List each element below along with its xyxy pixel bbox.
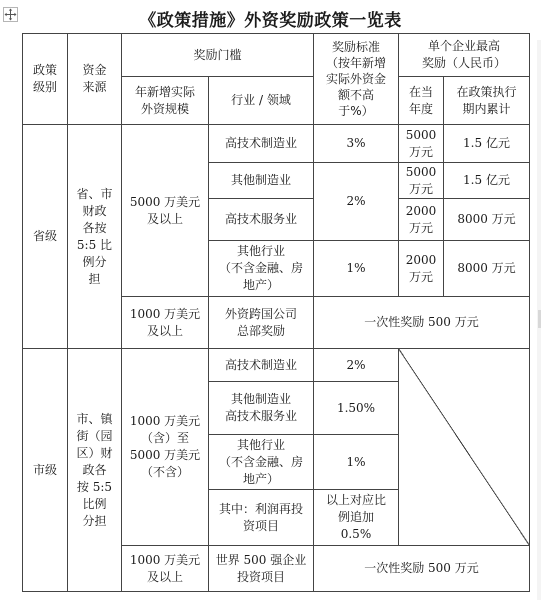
rate-value: 2% [346, 357, 366, 372]
cumulative-cap: 1.5 亿元 [463, 173, 510, 187]
hq-scale: 1000 万美元 及以上 [129, 306, 201, 338]
table-row: 高技术服务业 [224, 212, 297, 226]
table-row: 其中：利润再投 资项目 [218, 501, 303, 533]
year-cap: 5000 万元 [405, 164, 437, 196]
year-cap: 2000 万元 [405, 252, 437, 284]
table-row: 其他制造业 [230, 173, 291, 187]
fortune-reward: 一次性奖励 500 万元 [364, 561, 479, 575]
year-cap: 2000 万元 [405, 203, 437, 235]
hq-reward: 一次性奖励 500 万元 [364, 315, 479, 329]
table-row: 其他制造业 高技术服务业 [224, 392, 297, 423]
rate-value: 以上对应比 例追加 0.5% [325, 493, 386, 541]
header-industry: 行业 / 领域 [231, 93, 291, 107]
rate-value: 1% [346, 261, 366, 275]
provincial-funding-source: 省、市 财政 各按 5:5 比 例分 担 [76, 186, 113, 286]
header-policy-level: 政策 级别 [32, 63, 57, 94]
page-title: 《政策措施》外资奖励政策一览表 [139, 11, 402, 31]
rate-value: 3% [346, 136, 366, 150]
table-row: 高技术制造业 [224, 357, 297, 372]
municipal-level: 市级 [32, 462, 57, 477]
cumulative-cap: 8000 万元 [457, 212, 516, 226]
municipal-scale: 1000 万美元 （含）至 5000 万美元 （不含） [129, 414, 201, 479]
cumulative-cap: 1.5 亿元 [463, 136, 510, 150]
header-current-year: 在当 年度 [408, 84, 433, 116]
cumulative-cap: 8000 万元 [457, 261, 516, 275]
table-row: 高技术制造业 [224, 136, 297, 150]
table-row: 其他行业 （不含金融、房 地产） [218, 437, 303, 486]
header-reward-threshold: 奖励门槛 [193, 47, 242, 62]
fortune-industry: 世界 500 强企业 投资项目 [215, 552, 307, 584]
provincial-scale: 5000 万美元 及以上 [129, 194, 201, 226]
rate-value: 1% [346, 454, 366, 469]
year-cap: 5000 万元 [405, 127, 437, 159]
table-row: 其他行业 （不含金融、房 地产） [218, 244, 303, 292]
header-cumulative: 在政策执行 期内累计 [456, 84, 517, 116]
rate-value: 2% [346, 194, 366, 208]
fortune-scale: 1000 万美元 及以上 [129, 552, 201, 584]
header-annual-scale: 年新增实际 外资规模 [134, 84, 195, 116]
rate-value: 1.50% [336, 400, 376, 415]
municipal-funding-source: 市、镇 街（园 区）财 政各 按 5:5 比例 分担 [76, 411, 113, 528]
header-max-reward: 单个企业最高 奖励（人民币） [421, 39, 506, 70]
hq-industry: 外资跨国公司 总部奖励 [224, 306, 297, 338]
header-funding-source: 资金 来源 [82, 63, 107, 94]
provincial-level: 省级 [32, 229, 57, 243]
header-reward-standard: 奖励标准 （按年新增 实际外资金 额不高 于%） [325, 40, 386, 118]
